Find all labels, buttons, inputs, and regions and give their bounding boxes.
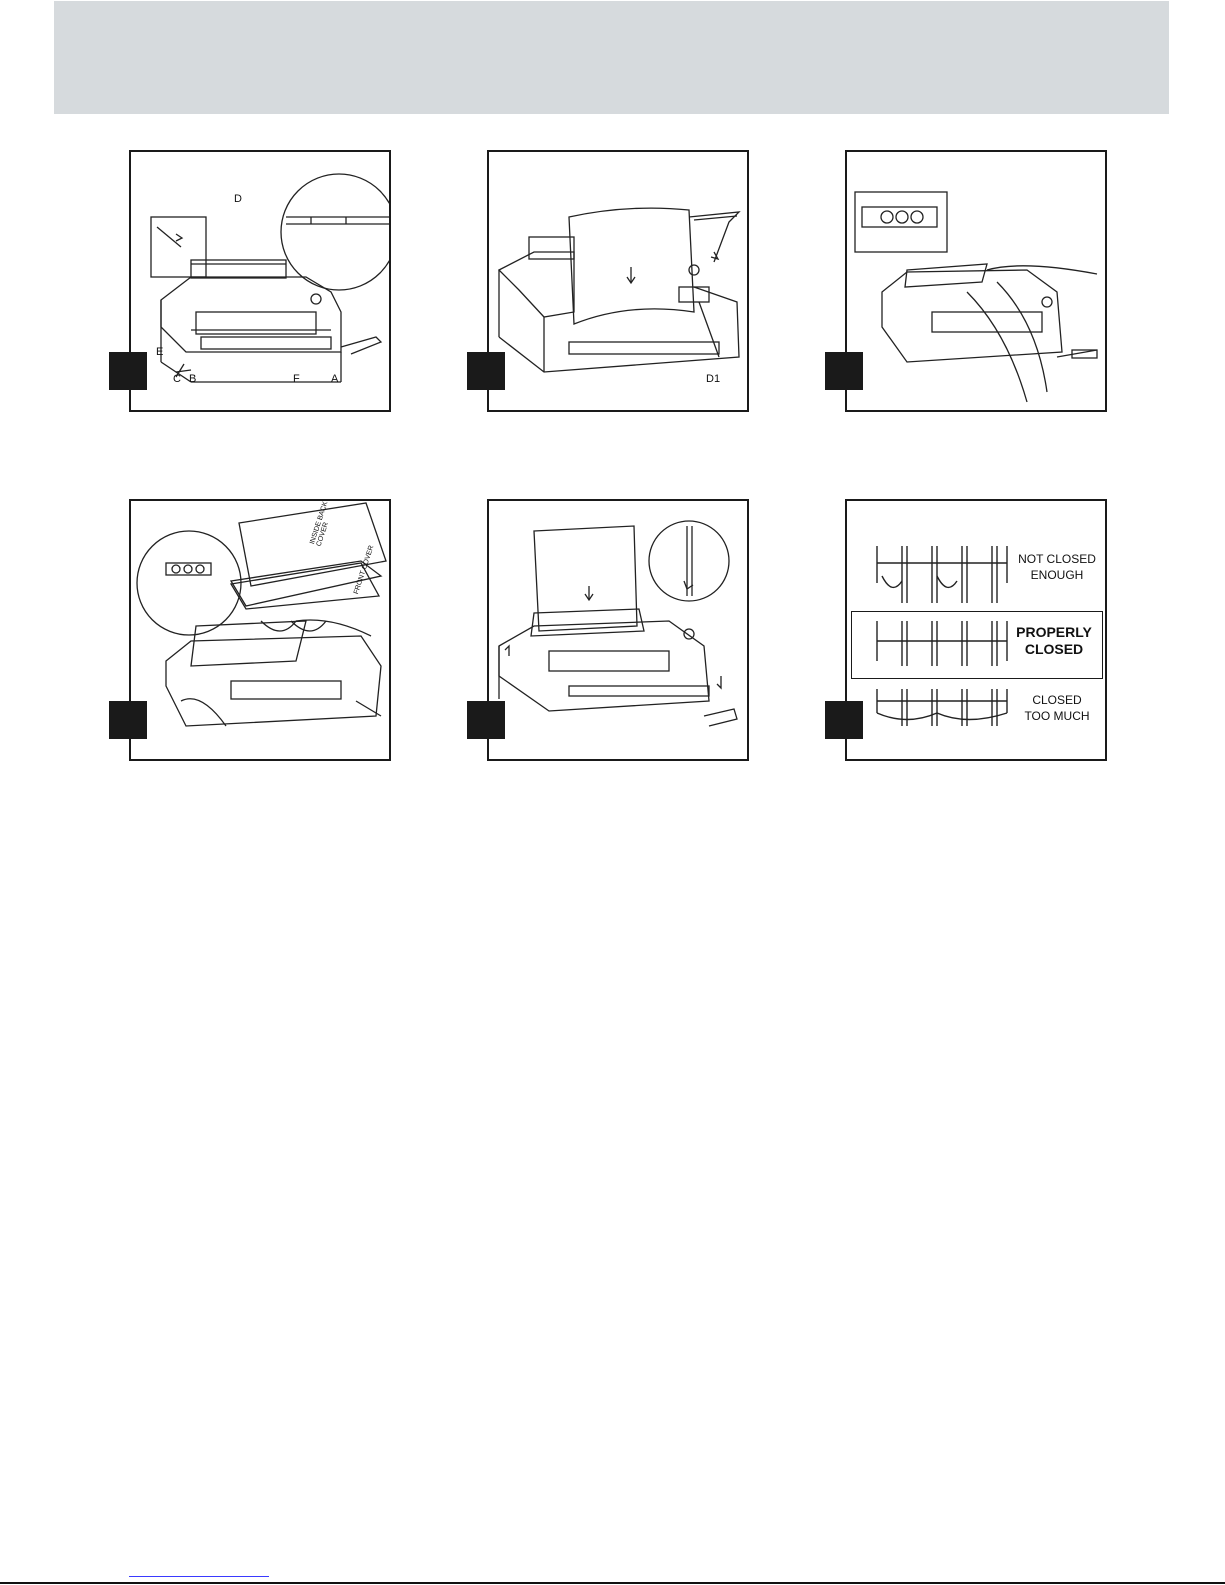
binding-machine-illustration	[489, 152, 747, 410]
step-1-marker	[109, 352, 147, 390]
footer-rule	[0, 1582, 1225, 1584]
footer-link-underline[interactable]	[129, 1576, 269, 1577]
callout-a: A	[331, 373, 339, 385]
callout-d1: D1	[706, 373, 721, 385]
step-4-panel	[129, 499, 391, 761]
front-cover-label: FRONT COVER	[353, 544, 376, 596]
binding-machine-illustration	[131, 152, 389, 410]
step-6-marker	[825, 701, 863, 739]
binding-machine-illustration	[489, 501, 747, 759]
callout-d: D	[234, 193, 242, 205]
step-5-marker	[467, 701, 505, 739]
properly-closed-label: PROPERLY CLOSED	[1016, 624, 1092, 657]
callout-c: C	[173, 373, 181, 385]
step-4-marker	[109, 701, 147, 739]
step-2-marker	[467, 352, 505, 390]
step-1-panel	[129, 150, 391, 412]
callout-e: E	[156, 346, 164, 358]
step-3-marker	[825, 352, 863, 390]
step-6-panel	[845, 499, 1107, 761]
callout-f: F	[293, 373, 300, 385]
callout-b: B	[189, 373, 197, 385]
closed-too-much-label: CLOSED TOO MUCH	[1024, 693, 1090, 723]
inside-back-cover-label: INSIDE BACK COVER	[309, 500, 331, 548]
cover-insertion-illustration	[131, 501, 389, 759]
header-band	[54, 1, 1169, 114]
step-3-panel	[845, 150, 1107, 412]
binding-machine-illustration	[847, 152, 1105, 410]
not-closed-enough-label: NOT CLOSED ENOUGH	[1018, 552, 1096, 582]
step-5-panel	[487, 499, 749, 761]
step-2-panel	[487, 150, 749, 412]
